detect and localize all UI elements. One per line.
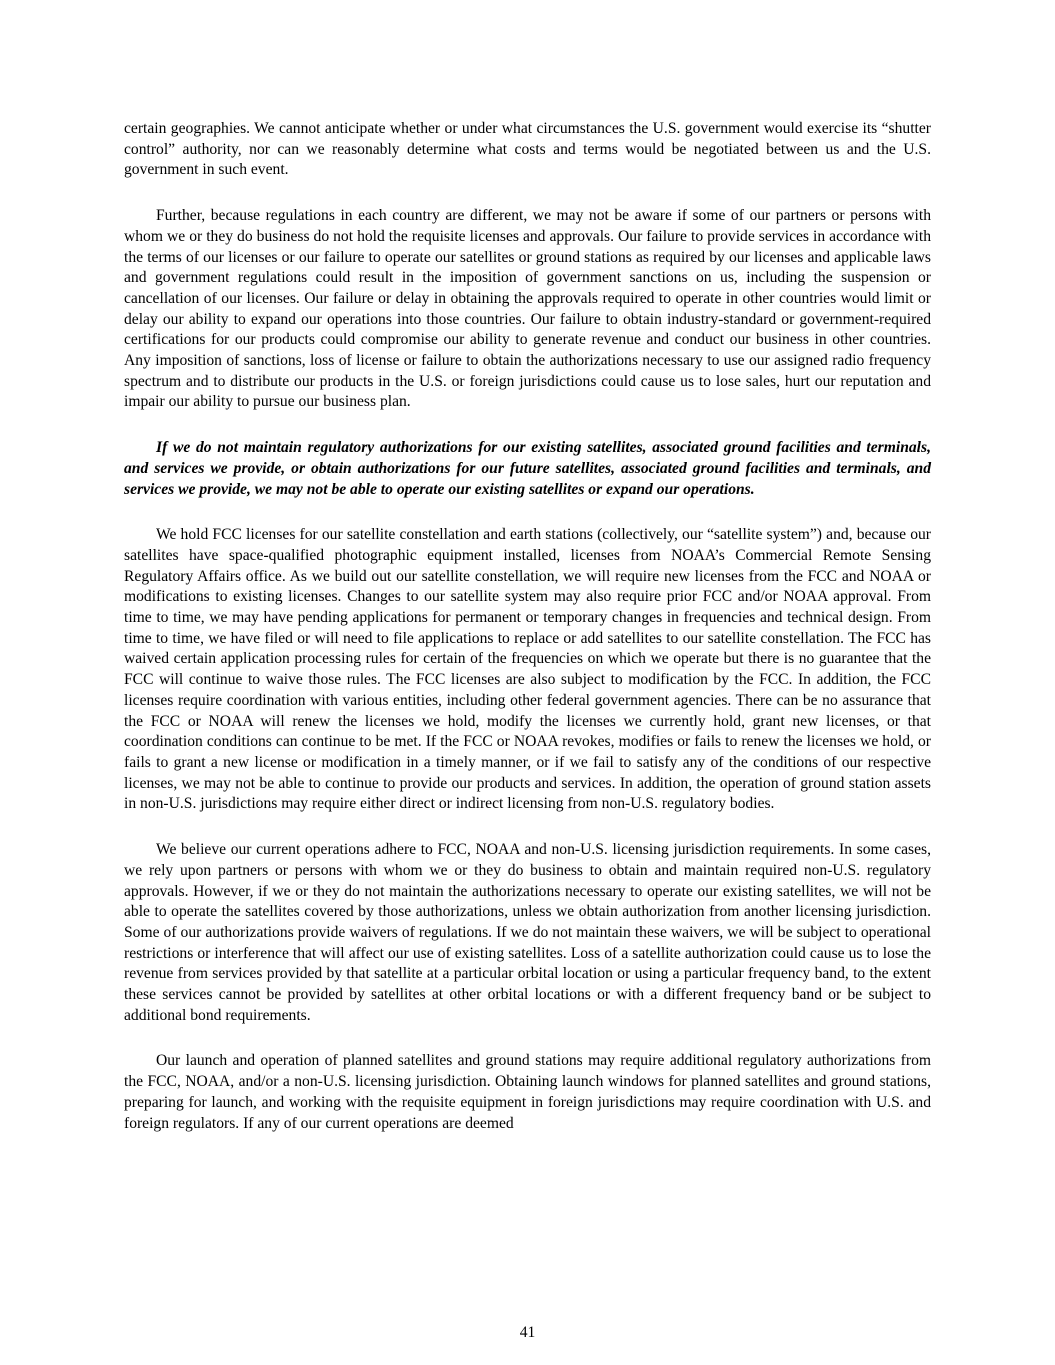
risk-factor-heading: If we do not maintain regulatory authorizations for our existing satellites, associated ground facilities and terminals, and services we provide, or obtain authorizations for our future satellites, associated ground facilities and terminals, and services we provide, we may not be able to operate our existing satellites or expand our operations. bbox=[124, 439, 931, 498]
paragraph-launch-operation: Our launch and operation of planned satellites and ground stations may require additional regulatory authorizations from the FCC, NOAA, and/or a non-U.S. licensing jurisdiction. Obtaining launch windows for planned satellites and ground stations, preparing for launch, and working with the requisite equipment in foreign jurisdictions may require coordination with U.S. and foreign regulators. If any of our current operations are deemed bbox=[124, 1052, 931, 1132]
document-body bbox=[124, 119, 931, 1159]
paragraph-regulations: Further, because regulations in each country are different, we may not be aware if some of our partners or persons with whom we or they do business do not hold the requisite licenses and approvals. Our failure to provide services in accordance with the terms of our licenses or our failure to operate our satellites or ground stations as required by our licenses and applicable laws and government regulations could result in the imposition of government sanctions on us, including the suspension or cancellation of our licenses. Our failure or delay in obtaining the approvals required to operate in other countries would limit or delay our ability to expand our operations into those countries. Our failure to obtain industry-standard or government-required certifications for our products could compromise our ability to generate revenue and conduct our business in other countries. Any imposition of sanctions, loss of license or failure to obtain the authorizations necessary to use our assigned radio frequency spectrum and to distribute our products in the U.S. or foreign jurisdictions could cause us to lose sales, hurt our reputation and impair our ability to pursue our business plan. bbox=[124, 207, 931, 411]
paragraph-fcc-licenses: We hold FCC licenses for our satellite constellation and earth stations (collectively, our “satellite system”) and, because our satellites have space-qualified photographic equipment installed, licenses from NOAA’s Commercial Remote Sensing Regulatory Affairs office. As we build out our satellite constellation, we will require new licenses from the FCC and NOAA or modifications to existing licenses. Changes to our satellite system may also require prior FCC and/or NOAA approval. From time to time, we may have pending applications for permanent or temporary changes in frequencies and technical design. From time to time, we have filed or will need to file applications to replace or add satellites to our satellite constellation. The FCC has waived certain application processing rules for certain of the frequencies on which we operate but there is no guarantee that the FCC will continue to waive those rules. The FCC licenses are also subject to modification by the FCC. In addition, the FCC licenses require coordination with various entities, including other federal government agencies. There can be no assurance that the FCC or NOAA will renew the licenses we hold, modify the licenses we currently hold, grant new licenses, or that coordination conditions can continue to be met. If the FCC or NOAA revokes, modifies or fails to renew the licenses we hold, or fails to grant a new license or modification in a timely manner, or if we fail to satisfy any of the conditions of our respective licenses, we may not be able to continue to provide our products and services. In addition, the operation of ground station assets in non-U.S. jurisdictions may require either direct or indirect licensing from non-U.S. regulatory bodies. bbox=[124, 526, 931, 813]
paragraph-continuation: certain geographies. We cannot anticipate whether or under what circumstances the U.S. government would exercise its “shutter control” authority, nor can we reasonably determine what costs and terms would be negotiated between us and the U.S. government in such event. bbox=[124, 120, 931, 179]
page-number: 41 bbox=[519, 1324, 536, 1341]
paragraph-current-operations: We believe our current operations adhere to FCC, NOAA and non-U.S. licensing jurisdiction requirements. In some cases, we rely upon partners or persons with whom we or they do business to obtain and maintain required non-U.S. regulatory approvals. However, if we or they do not maintain the authorizations necessary to operate our existing satellites, we will not be able to operate the satellites covered by those authorizations, unless we obtain authorization from another licensing jurisdiction. Some of our authorizations provide waivers of regulations. If we do not maintain these waivers, we will be subject to operational restrictions or interference that will affect our use of existing satellites. Loss of a satellite authorization could cause us to lose the revenue from services provided by that satellite at a particular orbital location or using a particular frequency band, to the extent these services cannot be provided by satellites at other orbital locations or with a different frequency band or be subject to additional bond requirements. bbox=[124, 841, 931, 1024]
